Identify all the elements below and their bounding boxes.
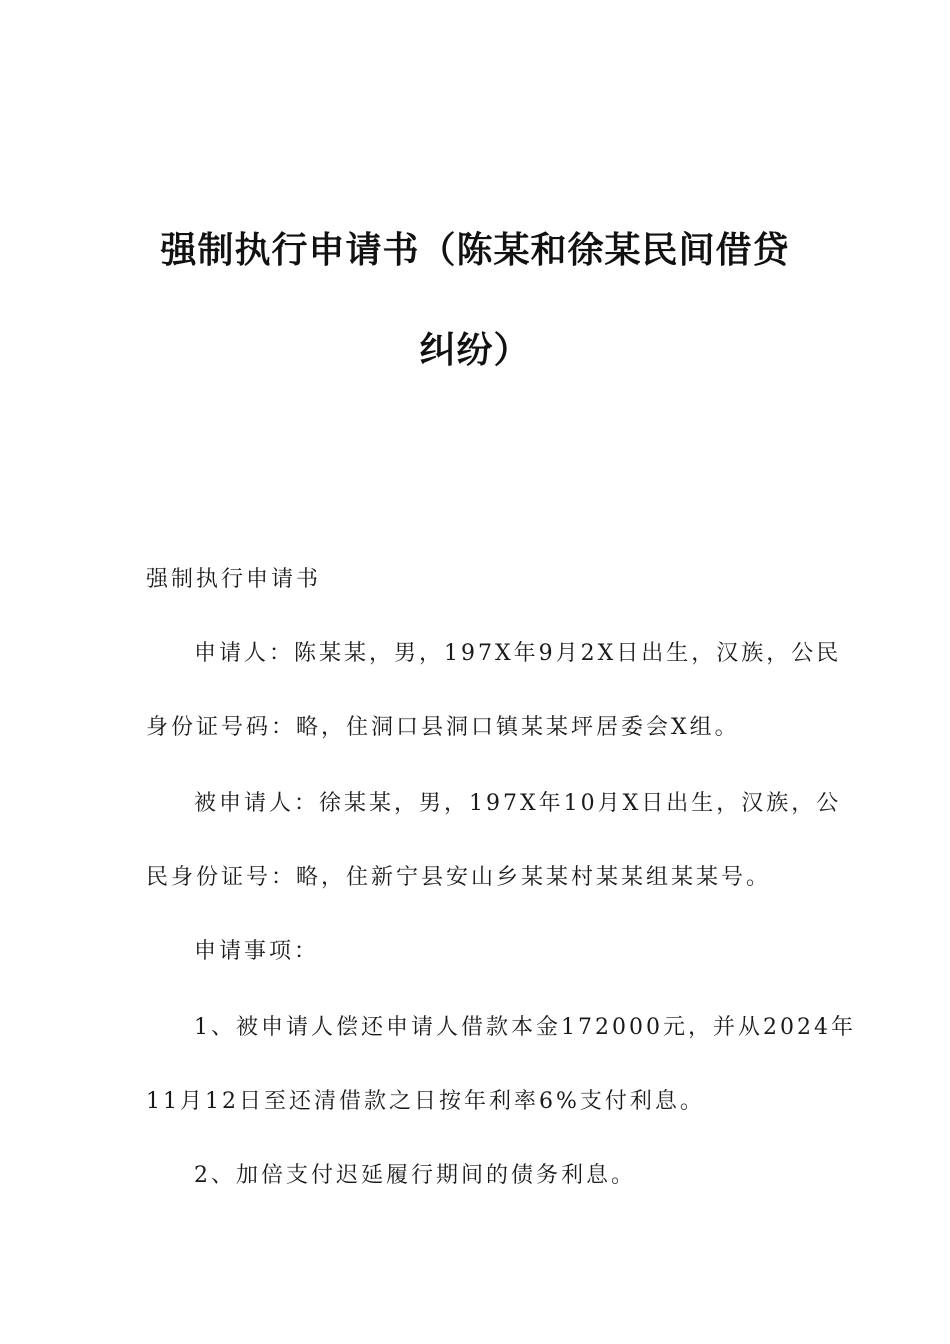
request-items-label: 申请事项：: [194, 939, 320, 964]
document-title-line-2: 纠纷）: [419, 330, 531, 371]
applicant-paragraph-line-1: 申请人：陈某某，男，197X年9月2X日出生，汉族，公民: [194, 641, 842, 666]
request-item-1-line-2: 11月12日至还清借款之日按年利率6%支付利息。: [146, 1089, 705, 1114]
respondent-paragraph-line-1: 被申请人：徐某某，男，197X年10月X日出生，汉族，公: [194, 791, 842, 816]
request-item-1-line-1: 1、被申请人偿还申请人借款本金172000元，并从2024年: [194, 1015, 856, 1040]
section-heading: 强制执行申请书: [146, 567, 322, 592]
respondent-paragraph-line-2: 民身份证号：略，住新宁县安山乡某某村某某组某某号。: [146, 865, 772, 890]
document-title-line-1: 强制执行申请书（陈某和徐某民间借贷: [160, 230, 790, 271]
applicant-paragraph-line-2: 身份证号码：略，住洞口县洞口镇某某坪居委会X组。: [146, 715, 740, 740]
request-item-2: 2、加倍支付迟延履行期间的债务利息。: [194, 1163, 636, 1188]
